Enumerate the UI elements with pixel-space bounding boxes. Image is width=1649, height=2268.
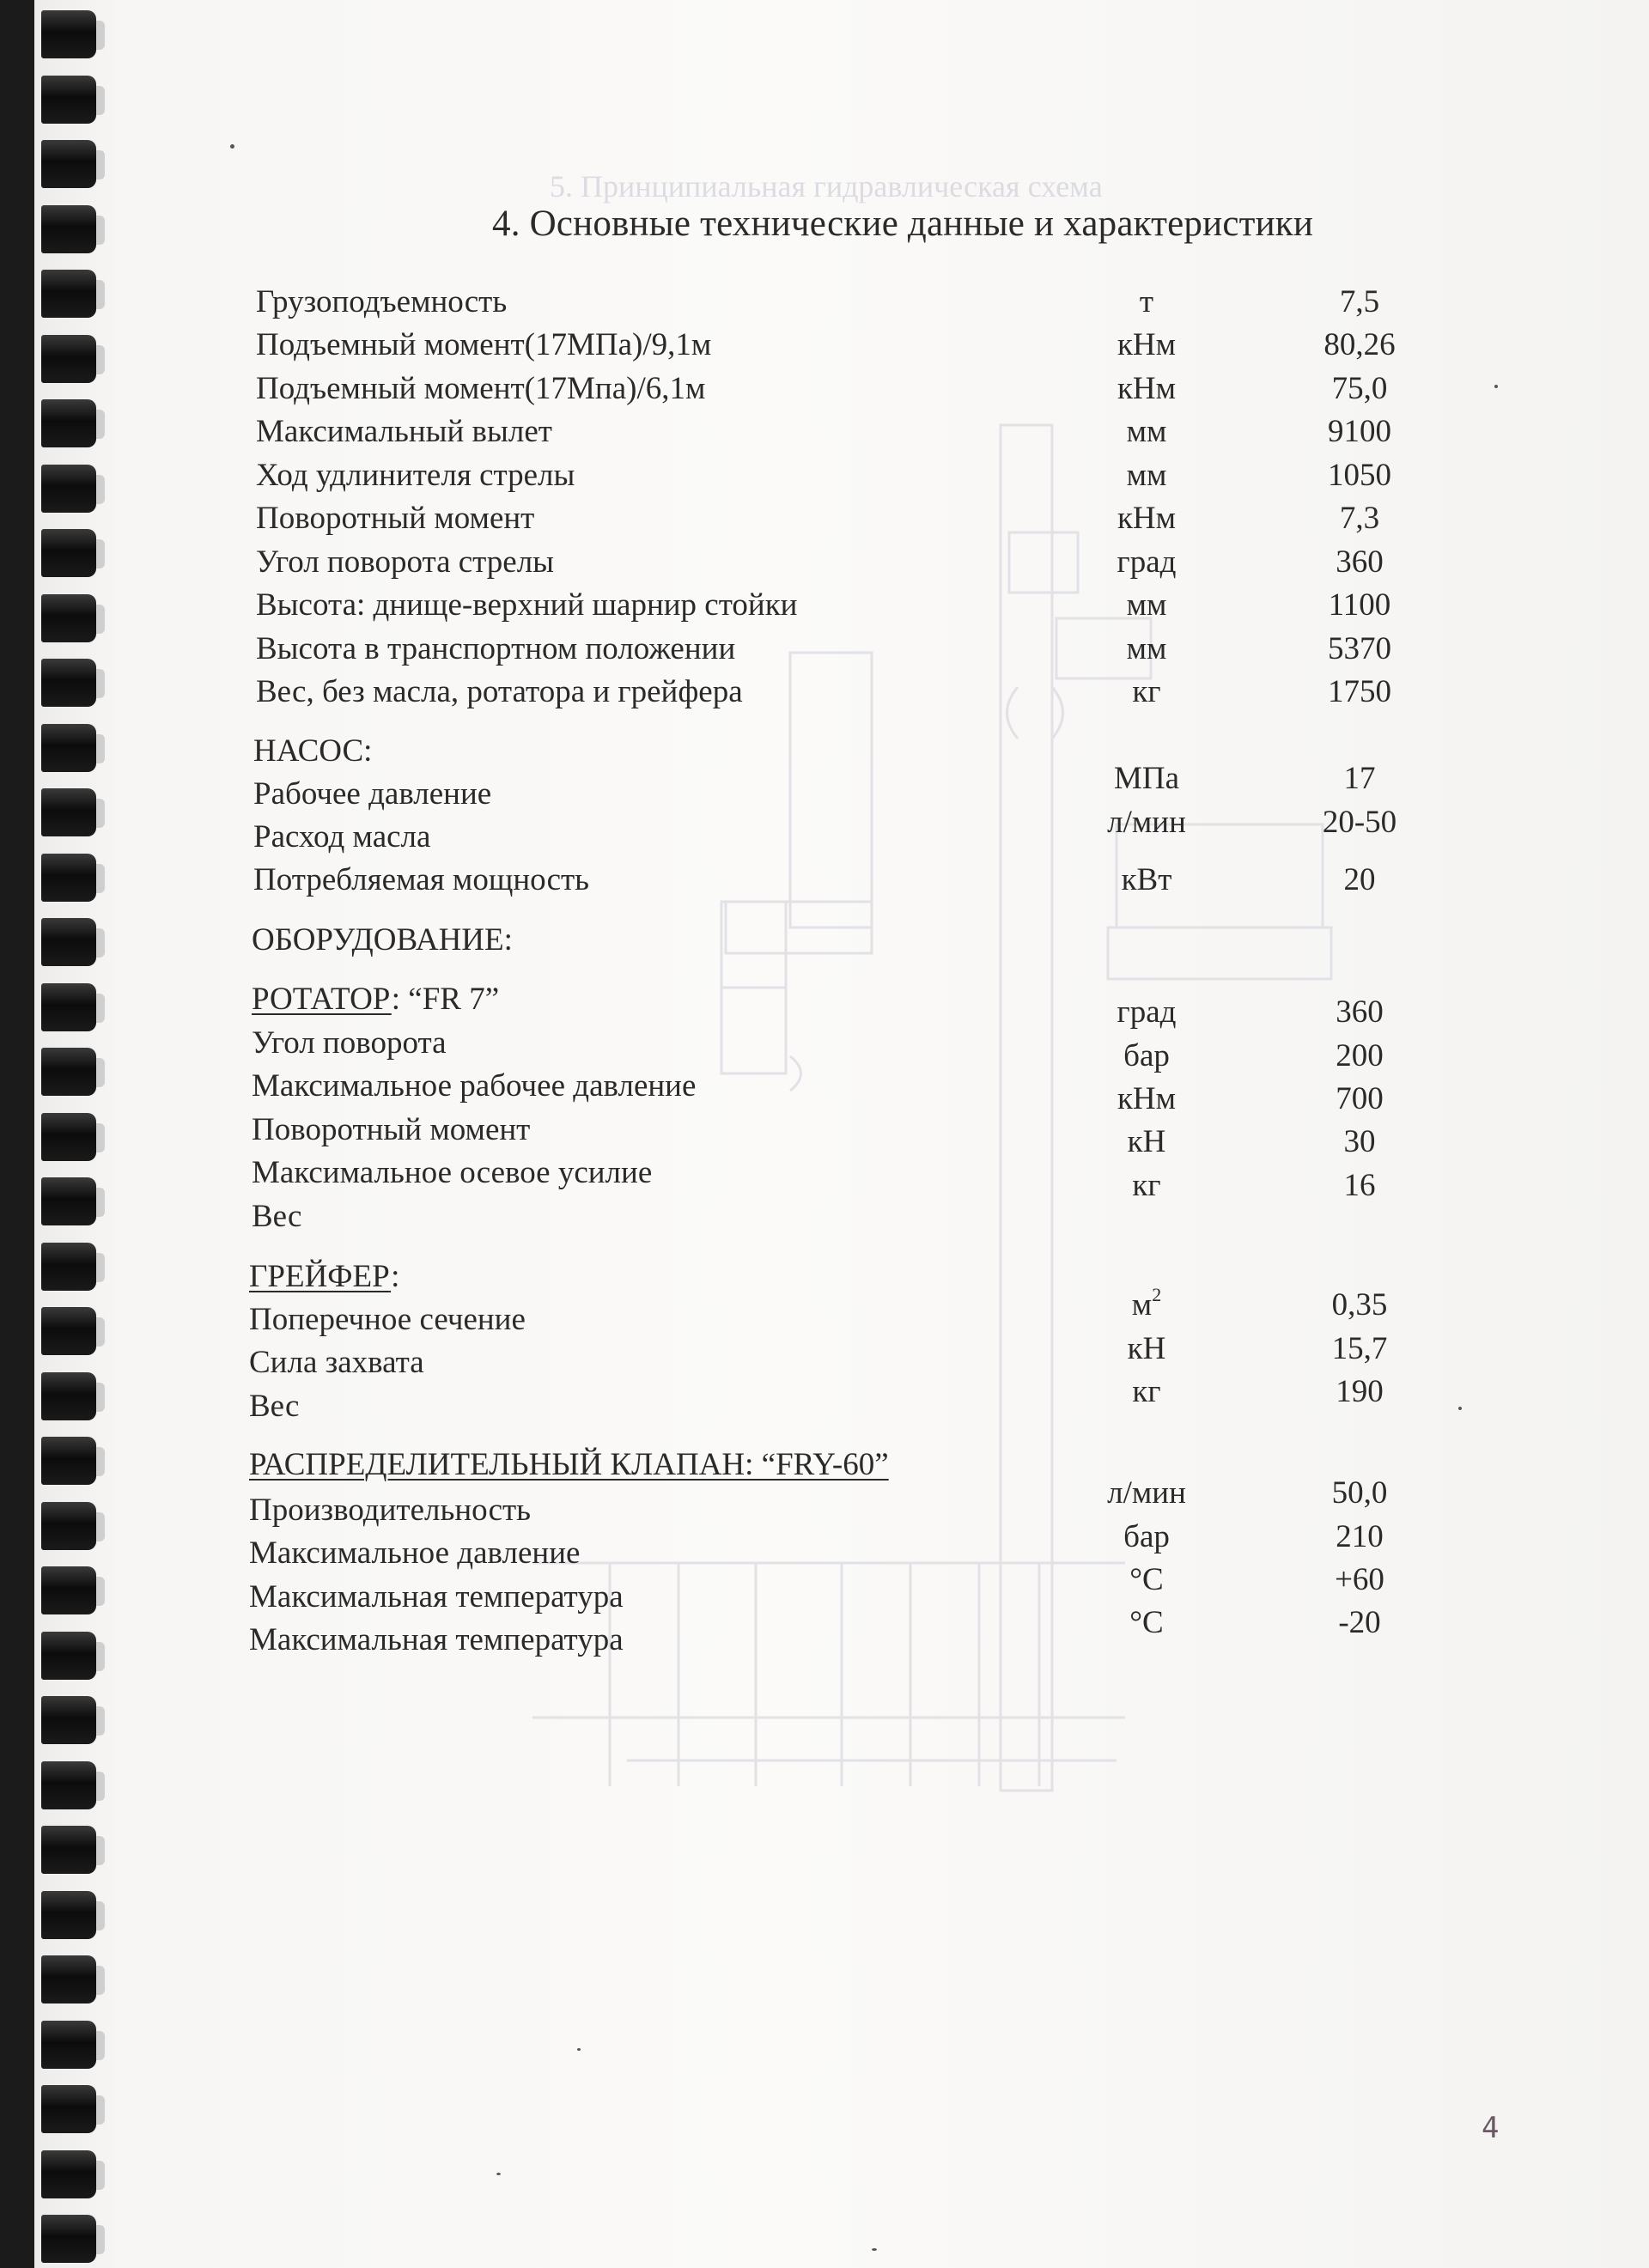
spec-label: Подъемный момент(17МПа)/9,1м	[256, 327, 712, 362]
dust-speck	[230, 144, 234, 149]
spec-value: 50,0	[1331, 1475, 1388, 1511]
binding-ring	[41, 1761, 96, 1809]
spec-values-row	[0, 760, 1649, 803]
spec-label: Угол поворота стрелы	[256, 544, 555, 580]
spec-value: 17	[1343, 761, 1376, 796]
spec-value: 1050	[1328, 458, 1391, 493]
binding-ring	[41, 2150, 96, 2198]
spec-values-row	[0, 1604, 1649, 1647]
spec-unit: л/мин	[1107, 1475, 1186, 1511]
spec-label: Максимальная температура	[249, 1622, 624, 1657]
dust-speck	[1494, 385, 1498, 388]
rotator-heading-name: РОТАТОР	[252, 982, 392, 1017]
spec-value: -20	[1338, 1605, 1381, 1640]
binding-ring	[41, 1891, 96, 1939]
spec-row	[0, 413, 1649, 456]
spec-unit: кВт	[1121, 862, 1172, 897]
spec-label: Поворотный момент	[252, 1112, 531, 1147]
spec-unit: т	[1139, 284, 1154, 319]
spec-unit: °С	[1129, 1562, 1164, 1597]
grapple-heading-name: ГРЕЙФЕР	[249, 1259, 392, 1294]
spec-value: 200	[1336, 1038, 1384, 1073]
dust-speck	[577, 2048, 581, 2051]
spec-unit: кг	[1132, 1168, 1161, 1203]
spec-value: 210	[1336, 1519, 1384, 1554]
spec-label: Максимальное осевое усилие	[252, 1155, 653, 1190]
spec-unit: бар	[1123, 1519, 1170, 1554]
spec-value: 20	[1343, 862, 1376, 897]
spec-label: Сила захвата	[249, 1345, 424, 1380]
spec-unit: мм	[1126, 631, 1167, 666]
spec-values-row	[0, 1286, 1649, 1329]
spec-unit: град	[1117, 994, 1177, 1030]
rotator-heading-model: : “FR 7”	[391, 982, 500, 1017]
spec-value: 1100	[1328, 587, 1391, 623]
spec-unit: МПа	[1113, 761, 1180, 796]
spec-unit: мм	[1126, 414, 1167, 449]
spec-unit: бар	[1123, 1038, 1170, 1073]
spec-value: 80,26	[1323, 327, 1396, 362]
spec-values-row	[0, 994, 1649, 1037]
spec-values-row	[0, 1080, 1649, 1123]
spec-label: Максимальная температура	[249, 1579, 624, 1614]
spec-value: 700	[1336, 1081, 1384, 1116]
spec-label: Рабочее давление	[253, 776, 492, 812]
spec-unit: кг	[1132, 1374, 1161, 1409]
spec-row	[0, 283, 1649, 326]
valve-heading: РАСПРЕДЕЛИТЕЛЬНЫЙ КЛАПАН: “FRY-60”	[249, 1447, 889, 1482]
binding-ring	[41, 2085, 96, 2133]
dust-speck	[872, 2248, 877, 2251]
spec-label: Поперечное сечение	[249, 1302, 526, 1337]
spec-unit: л/мин	[1107, 805, 1186, 840]
spec-values-row	[0, 1373, 1649, 1416]
page-number: 4	[1482, 2111, 1500, 2145]
spec-row	[0, 673, 1649, 716]
spec-label: Подъемный момент(17Мпа)/6,1м	[256, 371, 706, 406]
spec-label: Потребляемая мощность	[253, 862, 590, 897]
spec-value: 0,35	[1331, 1287, 1388, 1322]
spec-label: Ход удлинителя стрелы	[256, 458, 575, 493]
spec-label: Высота в транспортном положении	[256, 631, 736, 666]
spec-value: 190	[1336, 1374, 1384, 1409]
spec-label: Максимальное давление	[249, 1535, 581, 1571]
spec-values-row	[0, 804, 1649, 847]
spec-value: 1750	[1328, 674, 1391, 709]
section-heading-row	[0, 921, 1649, 964]
spec-unit: мм	[1126, 587, 1167, 623]
spec-label: Угол поворота	[252, 1025, 447, 1061]
spec-unit: кг	[1132, 674, 1161, 709]
spec-row	[0, 457, 1649, 500]
spec-value: +60	[1335, 1562, 1384, 1597]
spec-unit	[1132, 1286, 1161, 1323]
spec-label: Производительность	[249, 1493, 532, 1528]
spec-value: 360	[1336, 544, 1384, 580]
binding-ring	[41, 10, 96, 58]
spec-unit: кНм	[1117, 327, 1177, 362]
spec-label: Вес	[249, 1389, 300, 1424]
spec-unit: кН	[1127, 1331, 1166, 1366]
spec-label: Расход масла	[253, 819, 431, 854]
spec-value: 30	[1343, 1124, 1376, 1159]
spec-label: Вес	[252, 1199, 302, 1234]
spec-unit: кНм	[1117, 1081, 1177, 1116]
dust-speck	[1458, 1407, 1462, 1410]
spec-value: 16	[1343, 1168, 1376, 1203]
spec-values-row	[0, 1037, 1649, 1080]
unit-superscript: 2	[1152, 1284, 1162, 1305]
spec-value: 9100	[1328, 414, 1391, 449]
spec-row	[0, 500, 1649, 543]
spec-value: 7,5	[1339, 284, 1380, 319]
spec-values-row	[0, 1330, 1649, 1373]
spec-value: 7,3	[1339, 501, 1380, 536]
spec-values-row	[0, 1167, 1649, 1210]
spec-unit: кНм	[1117, 371, 1177, 406]
spec-row	[0, 326, 1649, 369]
binding-ring	[41, 2021, 96, 2069]
spec-value: 15,7	[1331, 1331, 1388, 1366]
equipment-heading: ОБОРУДОВАНИЕ:	[252, 922, 513, 958]
spec-label: Высота: днище-верхний шарнир стойки	[256, 587, 798, 623]
spec-row	[0, 544, 1649, 587]
binding-ring	[41, 2215, 96, 2263]
binding-ring	[41, 76, 96, 124]
spec-unit: кНм	[1117, 501, 1177, 536]
unit-text: м	[1131, 1287, 1153, 1322]
spec-value: 20-50	[1322, 805, 1397, 840]
spec-label: Вес, без масла, ротатора и грейфера	[256, 674, 743, 709]
spec-unit: мм	[1126, 458, 1167, 493]
spec-value: 75,0	[1331, 371, 1388, 406]
dust-speck	[496, 2173, 501, 2175]
section-title: 4. Основные технические данные и характеристики	[492, 204, 1314, 244]
binding-ring	[41, 140, 96, 188]
spec-row	[0, 370, 1649, 413]
spec-values-row	[0, 861, 1649, 904]
spec-value: 5370	[1328, 631, 1391, 666]
pump-heading: НАСОС:	[253, 733, 373, 769]
binding-ring	[41, 1826, 96, 1874]
bleed-through-heading: 5. Принципиальная гидравлическая схема	[550, 169, 1103, 204]
spec-unit: кН	[1127, 1124, 1166, 1159]
spec-row	[0, 630, 1649, 673]
spec-value: 360	[1336, 994, 1384, 1030]
spec-values-row	[0, 1475, 1649, 1517]
grapple-heading-colon: :	[391, 1259, 400, 1294]
binding-ring	[41, 205, 96, 253]
spec-label: Максимальное рабочее давление	[252, 1068, 697, 1104]
binding-ring	[41, 1955, 96, 2004]
spec-unit: град	[1117, 544, 1177, 580]
spec-label: Грузоподъемность	[256, 284, 508, 319]
spec-label: Максимальный вылет	[256, 414, 552, 449]
spec-values-row	[0, 1518, 1649, 1561]
spec-row	[0, 587, 1649, 629]
spec-values-row	[0, 1561, 1649, 1604]
spec-unit: °С	[1129, 1605, 1164, 1640]
binding-ring	[41, 1696, 96, 1744]
spec-label: Поворотный момент	[256, 501, 535, 536]
spec-values-row	[0, 1123, 1649, 1166]
